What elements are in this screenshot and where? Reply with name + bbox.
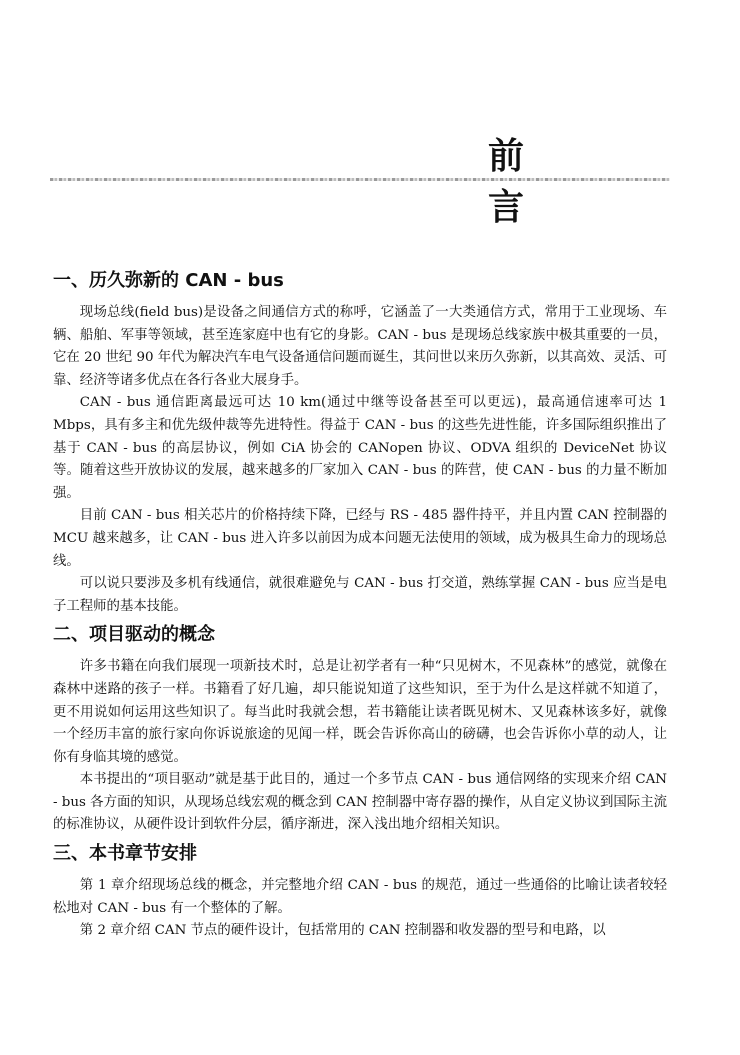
paragraph: 第 1 章介绍现场总线的概念，并完整地介绍 CAN - bus 的规范，通过一些通俗的比喻让读者较轻松地对 CAN - bus 有一个整体的了解。 <box>53 878 667 916</box>
page-title: 前 言 <box>488 136 587 228</box>
section-heading: 三、本书章节安排 <box>53 843 197 865</box>
section-heading: 二、项目驱动的概念 <box>53 624 215 646</box>
paragraph: CAN - bus 通信距离最远可达 10 km(通过中继等设备甚至可以更远)，最高通信速率可达 1 Mbps，具有多主和优先级仲裁等先进特性。得益于 CAN - bus 的这些先进性能，许多国际组织推出了基于 CAN - bus 的高层协议，例如 CiA 协会的 CANopen 协议、ODVA 组织的 DeviceNet 协议等。随着这些开放协议的发展，越来越多的厂家加入 CAN - bus 的阵营，使 CAN - bus 的力量不断加强。 <box>53 395 667 501</box>
paragraph: 许多书籍在向我们展现一项新技术时，总是让初学者有一种“只见树木，不见森林”的感觉，就像在森林中迷路的孩子一样。书籍看了好几遍，却只能说知道了这些知识，至于为什么是这样就不知道了，更不用说如何运用这些知识了。每当此时我就会想，若书籍能让读者既见树木、又见森林该多好，就像一个经历丰富的旅行家向你诉说旅途的见闻一样，既会告诉你高山的磅礴，也会告诉你小草的动人，让你有身临其境的感觉。 <box>53 659 667 765</box>
section-heading: 一、历久弥新的 CAN - bus <box>53 270 284 291</box>
paragraph: 本书提出的“项目驱动”就是基于此目的，通过一个多节点 CAN - bus 通信网络的实现来介绍 CAN - bus 各方面的知识，从现场总线宏观的概念到 CAN 控制器中寄存器的操作，从自定义协议到国际主流的标准协议，从硬件设计到软件分层，循序渐进，深入浅出地介绍相关知识。 <box>53 772 667 833</box>
paragraph: 可以说只要涉及多机有线通信，就很难避免与 CAN - bus 打交道，熟练掌握 CAN - bus 应当是电子工程师的基本技能。 <box>53 576 667 614</box>
paragraph: 现场总线(field bus)是设备之间通信方式的称呼，它涵盖了一大类通信方式，常用于工业现场、车辆、船舶、军事等领域，甚至连家庭中也有它的身影。CAN - bus 是现场总线家族中极其重要的一员，它在 20 世纪 90 年代为解决汽车电气设备通信问题而诞生，其问世以来历久弥新，以其高效、灵活、可靠、经济等诸多优点在各行各业大展身手。 <box>53 305 667 388</box>
paragraph: 第 2 章介绍 CAN 节点的硬件设计，包括常用的 CAN 控制器和收发器的型号和电路，以 <box>79 923 606 939</box>
title-rule <box>50 178 670 181</box>
paragraph: 目前 CAN - bus 相关芯片的价格持续下降，已经与 RS - 485 器件持平，并且内置 CAN 控制器的 MCU 越来越多，让 CAN - bus 进入许多以前因为成本问题无法使用的领域，成为极具生命力的现场总线。 <box>53 508 667 569</box>
document-body <box>53 268 667 943</box>
